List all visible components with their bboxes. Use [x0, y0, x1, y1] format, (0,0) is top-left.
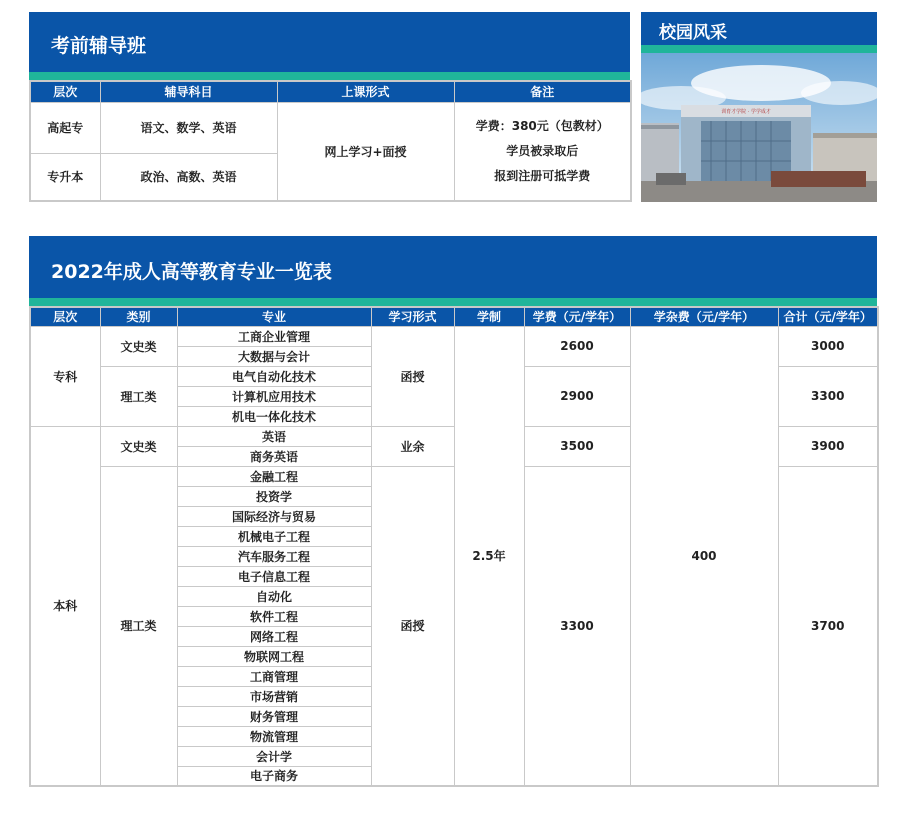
tutoring-title: 考前辅导班 [51, 35, 147, 57]
major-cell: 电子信息工程 [177, 566, 371, 586]
majors-title: 2022年成人高等教育专业一览表 [51, 261, 332, 283]
major-cell: 机电一体化技术 [177, 406, 371, 426]
tuition-cell: 2600 [524, 326, 630, 366]
col-header: 学杂费（元/学年） [630, 307, 778, 326]
major-cell: 计算机应用技术 [177, 386, 371, 406]
major-cell: 会计学 [177, 746, 371, 766]
col-header: 学费（元/学年） [524, 307, 630, 326]
tutoring-table [29, 80, 632, 202]
tuition-cell: 3300 [524, 466, 630, 786]
col-header: 类别 [100, 307, 177, 326]
level-cell: 专升本 [30, 153, 100, 201]
majors-table [29, 306, 879, 787]
category-cell: 文史类 [100, 426, 177, 466]
subjects-cell: 政治、高数、英语 [100, 153, 277, 201]
notes-cell [454, 102, 631, 201]
tuition-cell: 3500 [524, 426, 630, 466]
total-cell: 3300 [778, 366, 878, 426]
major-cell: 投资学 [177, 486, 371, 506]
major-cell: 机械电子工程 [177, 526, 371, 546]
campus-photo [641, 53, 877, 202]
major-cell: 网络工程 [177, 626, 371, 646]
col-header-subjects: 辅导科目 [100, 81, 277, 102]
major-cell: 工商企业管理 [177, 326, 371, 346]
level-cell: 高起专 [30, 102, 100, 153]
major-cell: 市场营销 [177, 686, 371, 706]
major-cell: 电子商务 [177, 766, 371, 786]
major-cell: 商务英语 [177, 446, 371, 466]
subjects-cell: 语文、数学、英语 [100, 102, 277, 153]
tutoring-header [29, 12, 630, 72]
study-mode-cell: 函授 [371, 326, 454, 426]
total-cell: 3000 [778, 326, 878, 366]
majors-header [29, 236, 877, 298]
col-header: 合计（元/学年） [778, 307, 878, 326]
campus-accent-bar [641, 45, 877, 53]
note-line: 报到注册可抵学费 [494, 168, 591, 183]
major-cell: 工商管理 [177, 666, 371, 686]
major-cell: 物联网工程 [177, 646, 371, 666]
major-cell: 自动化 [177, 586, 371, 606]
campus-header [641, 12, 877, 45]
campus-title: 校园风采 [659, 23, 727, 43]
col-header: 层次 [30, 307, 100, 326]
building-sign: 训育才学院 · 学学成才 [721, 109, 771, 115]
major-cell: 大数据与会计 [177, 346, 371, 366]
campus-building-image [641, 53, 877, 202]
major-cell: 国际经济与贸易 [177, 506, 371, 526]
col-header-notes: 备注 [454, 81, 631, 102]
misc-fee-cell: 400 [630, 326, 778, 786]
col-header-level: 层次 [30, 81, 100, 102]
col-header: 专业 [177, 307, 371, 326]
major-cell: 软件工程 [177, 606, 371, 626]
study-mode-cell: 函授 [371, 466, 454, 786]
total-cell: 3700 [778, 466, 878, 786]
major-cell: 财务管理 [177, 706, 371, 726]
col-header: 学制 [454, 307, 524, 326]
category-cell: 理工类 [100, 366, 177, 426]
study-mode-cell: 业余 [371, 426, 454, 466]
major-cell: 英语 [177, 426, 371, 446]
category-cell: 文史类 [100, 326, 177, 366]
major-cell: 汽车服务工程 [177, 546, 371, 566]
note-line: 学费：380元（包教材） [475, 118, 609, 133]
total-cell: 3900 [778, 426, 878, 466]
duration-cell: 2.5年 [454, 326, 524, 786]
tutoring-accent-bar [29, 72, 630, 80]
major-cell: 物流管理 [177, 726, 371, 746]
tuition-cell: 2900 [524, 366, 630, 426]
col-header-mode: 上课形式 [277, 81, 454, 102]
col-header: 学习形式 [371, 307, 454, 326]
majors-accent-bar [29, 298, 877, 306]
mode-cell: 网上学习+面授 [277, 102, 454, 201]
major-cell: 金融工程 [177, 466, 371, 486]
category-cell: 理工类 [100, 466, 177, 786]
major-cell: 电气自动化技术 [177, 366, 371, 386]
note-line: 学员被录取后 [506, 143, 579, 158]
level-cell: 本科 [30, 426, 100, 786]
level-cell: 专科 [30, 326, 100, 426]
